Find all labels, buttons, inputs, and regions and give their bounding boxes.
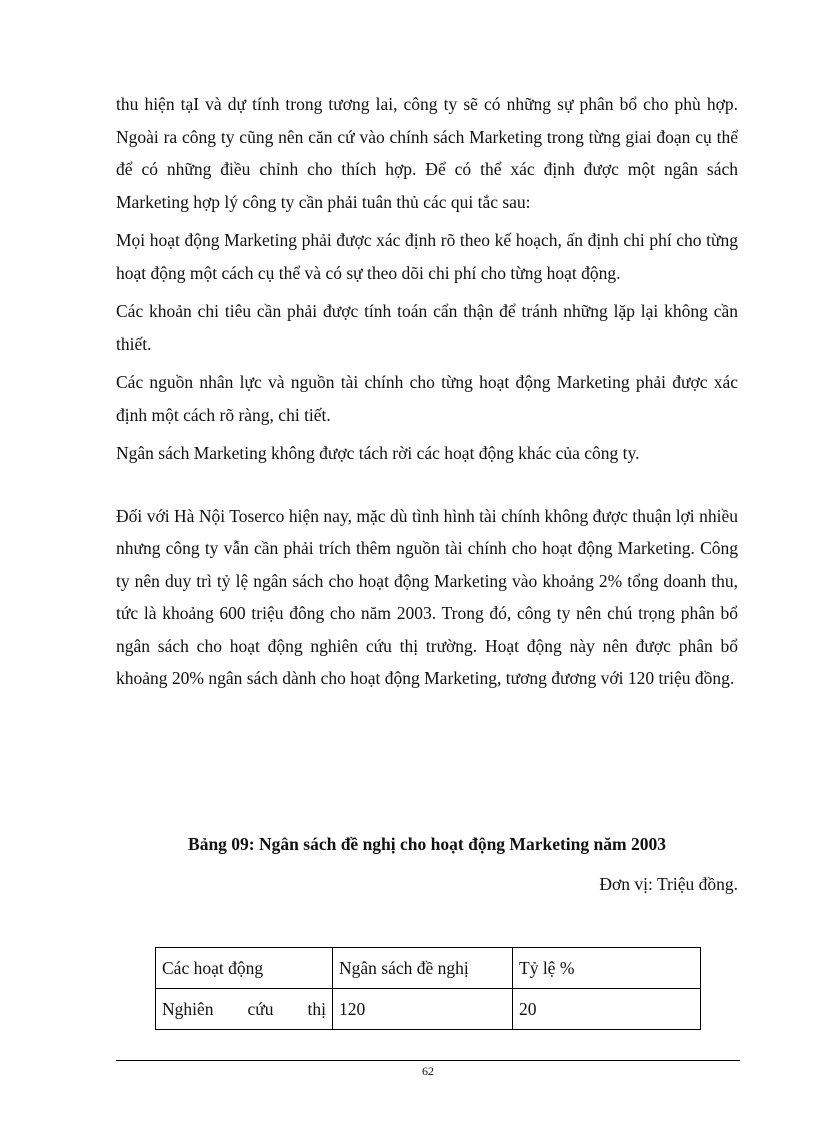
cell-ratio: 20 [513,989,701,1030]
header-ratio: Tỷ lệ % [513,948,701,989]
paragraph-intro: thu hiện tạI và dự tính trong tương lai, công ty sẽ có những sự phân bổ cho phù hợp. Ngoài ra công ty cũng nên căn cứ vào chính sách Marketing trong từng giai đoạn cụ thể để có những điều chỉnh cho thích hợp. Để có thể xác định được một ngân sách Marketing hợp lý công ty cần phải tuân thủ các qui tắc sau: [116,94,738,212]
cell-activity [156,989,333,1030]
header-budget: Ngân sách đề nghị [333,948,513,989]
paragraph-rule-2: Các khoản chi tiêu cần phải được tính toán cẩn thận để tránh những lặp lại không cần thiết. [116,301,738,354]
cell-activity-word: thị [307,998,326,1019]
paragraph-rule-4: Ngân sách Marketing không được tách rời các hoạt động khác của công ty. [116,443,640,463]
table-header-row [156,948,701,989]
page-number: 62 [422,1064,434,1078]
footer-divider [116,1060,740,1061]
budget-table [155,947,701,1030]
table-row [156,989,701,1030]
paragraph-rule-1: Mọi hoạt động Marketing phải được xác định rõ theo kế hoạch, ấn định chi phí cho từng hoạt động một cách cụ thể và có sự theo dõi chi phí cho từng hoạt động. [116,230,738,283]
paragraph-rule-3: Các nguồn nhân lực và nguồn tài chính cho từng hoạt động Marketing phải được xác định một cách rõ ràng, chi tiết. [116,372,738,425]
body-text [116,88,738,695]
cell-budget: 120 [333,989,513,1030]
cell-activity-word: cứu [247,998,274,1019]
table-title: Bảng 09: Ngân sách đề nghị cho hoạt động Marketing năm 2003 [188,834,666,854]
cell-activity-word: Nghiên [162,998,214,1019]
paragraph-toserco: Đối với Hà Nội Toserco hiện nay, mặc dù tình hình tài chính không được thuận lợi nhiều nhưng công ty vẫn cần phải trích thêm nguồn tài chính cho hoạt động Marketing. Công ty nên duy trì tỷ lệ ngân sách cho hoạt động Marketing vào khoảng 2% tổng doanh thu, tức là khoảng 600 triệu đông cho năm 2003. Trong đó, công ty nên chú trọng phân bổ ngân sách cho hoạt động nghiên cứu thị trường. Hoạt động này nên được phân bổ khoảng 20% ngân sách dành cho hoạt động Marketing, tương đương với 120 triệu đồng. [116,505,738,688]
header-activity: Các hoạt động [156,948,333,989]
table-unit: Đơn vị: Triệu đồng. [599,874,738,894]
